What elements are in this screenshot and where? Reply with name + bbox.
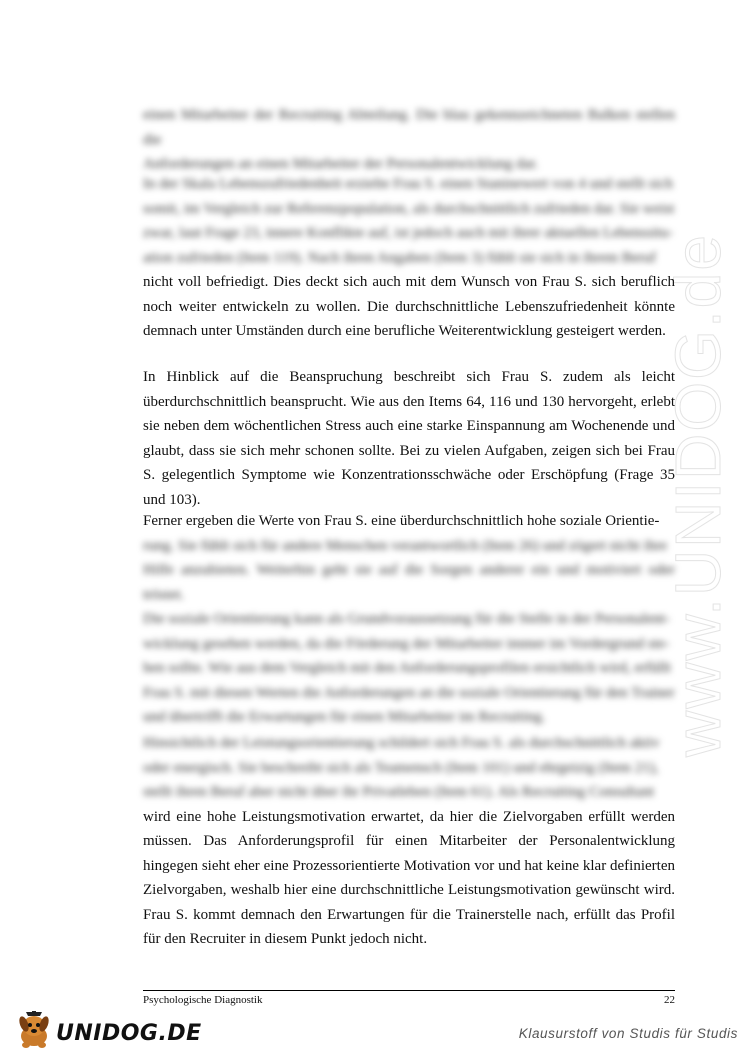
paragraph-4-line-8: und übertrifft die Erwartungen für einen Mitarbeiter im Recruiting. bbox=[143, 709, 546, 725]
paragraph-5-line-2: oder energisch. Sie beschreibt sich als Teamensch (Item 101) und ehrgeizig (Item 21), bbox=[143, 759, 659, 776]
paragraph-2-clear: nicht voll befriedigt. Dies deckt sich auch mit dem Wunsch von Frau S. sich beruflich noch weiter entwickeln zu wollen. Die durchschnittliche Lebenszufriedenheit könnte demnach unter Umständen durch eine berufliche Weiterentwicklung gesteigert werden. bbox=[143, 274, 675, 339]
watermark-text: www.UNIDOG.de bbox=[662, 233, 734, 757]
paragraph-2-line-2: somit, im Vergleich zur Referenzpopulation, als durchschnittlich zufrieden dar. Sie weist bbox=[143, 200, 675, 217]
paragraph-2 bbox=[143, 172, 675, 344]
paragraph-2-blurred bbox=[143, 172, 675, 270]
paragraph-4-line-4: Die soziale Orientierung kann als Grundvoraussetzung für die Stelle in der Personalent- bbox=[143, 611, 670, 627]
logo-text: UNIDOG.DE bbox=[56, 1020, 202, 1046]
watermark bbox=[662, 233, 734, 757]
unidog-logo bbox=[12, 1010, 202, 1050]
paragraph-5-line-3: stellt ihren Beruf aber nicht über ihr Privatleben (Item 61). Als Recruiting Consultant bbox=[143, 784, 655, 800]
paragraph-5 bbox=[143, 731, 675, 952]
paragraph-4-line-5: wicklung gesehen werden, da die Förderung der Mitarbeiter immer im Vordergrund ste- bbox=[143, 635, 670, 652]
paragraph-4-line-2: rung. Sie fühlt sich für andere Menschen verantwortlich (Item 26) und zögert nicht ihre bbox=[143, 537, 667, 554]
paragraph-1 bbox=[143, 103, 675, 177]
paragraph-2-line-4: ation zufrieden (Item 119). Nach ihren Angaben (Item 3) fühlt sie sich in ihrem Beruf bbox=[143, 249, 657, 266]
paragraph-1-line-1: einen Mitarbeiter der Recruiting Abteilung. Die blau gekennzeichneten Balken stellen die bbox=[143, 107, 675, 148]
dog-mascot-icon bbox=[12, 1010, 54, 1050]
paragraph-2-line-3: zwar, laut Frage 23, innere Konflikte auf, ist jedoch auch mit ihrer aktuellen Lebenssitu- bbox=[143, 225, 674, 241]
paragraph-4-line-6: hen sollte. Wie aus dem Vergleich mit den Anforderungsprofilen ersichtlich wird, erfüllt bbox=[143, 660, 672, 676]
paragraph-5-clear: wird eine hohe Leistungsmotivation erwartet, da hier die Zielvorgaben erfüllt werden müssen. Das Anforderungsprofil für einen Mitarbeiter der Personalentwicklung hingegen sieht eher eine Prozessorientierte Motivation vor und hat keine klar definierten Zielvorgaben, weshalb hier eine durchschnittliche Leistungsmotivation gewünscht wird. Frau S. kommt demnach den Erwartungen für die Trainerstelle nach, erfüllt das Profil für den Recruiter in diesem Punkt jedoch nicht. bbox=[143, 808, 675, 947]
paragraph-4-blurred bbox=[143, 534, 675, 730]
paragraph-4-line-7: Frau S. mit diesen Werten die Anforderungen an die soziale Orientierung für den Trainer bbox=[143, 684, 675, 701]
paragraph-4 bbox=[143, 509, 675, 730]
paragraph-4-line-3: Hilfe anzubieten. Weiterhin geht sie auf die Sorgen anderer ein und motiviert oder tröstet. bbox=[143, 562, 675, 603]
paragraph-3: In Hinblick auf die Beanspruchung beschreibt sich Frau S. zudem als leicht überdurchschnittlich beansprucht. Wie aus den Items 64, 116 und 130 hervorgeht, erlebt sie neben dem wöchentlichen Stress auch eine starke Einspannung am Wochenende und glaubt, dass sie sich mehr schonen sollte. Bei zu vielen Aufgaben, zeigen sich bei Frau S. gelegentlich Symptome wie Konzentrationsschwäche oder Erschöpfung (Frage 35 und 103). bbox=[143, 369, 675, 508]
paragraph-2-line-1: In der Skala Lebenszufriedenheit erzielte Frau S. einen Staninewert von 4 und stellt sich bbox=[143, 176, 673, 192]
paragraph-1-line-2: Anforderungen an einen Mitarbeiter der Personalentwicklung dar. bbox=[143, 156, 539, 172]
footer-title: Psychologische Diagnostik bbox=[143, 994, 263, 1006]
paragraph-5-blurred bbox=[143, 731, 675, 805]
footer-divider bbox=[143, 990, 675, 991]
page-number: 22 bbox=[664, 994, 675, 1006]
slogan: Klausurstoff von Studis für Studis bbox=[518, 1026, 738, 1041]
paragraph-5-line-1: Hinsichtlich der Leistungsorientierung schildert sich Frau S. als durchschnittlich aktiv bbox=[143, 735, 660, 751]
paragraph-4-clear: Ferner ergeben die Werte von Frau S. eine überdurchschnittlich hohe soziale Orientie- bbox=[143, 513, 660, 529]
